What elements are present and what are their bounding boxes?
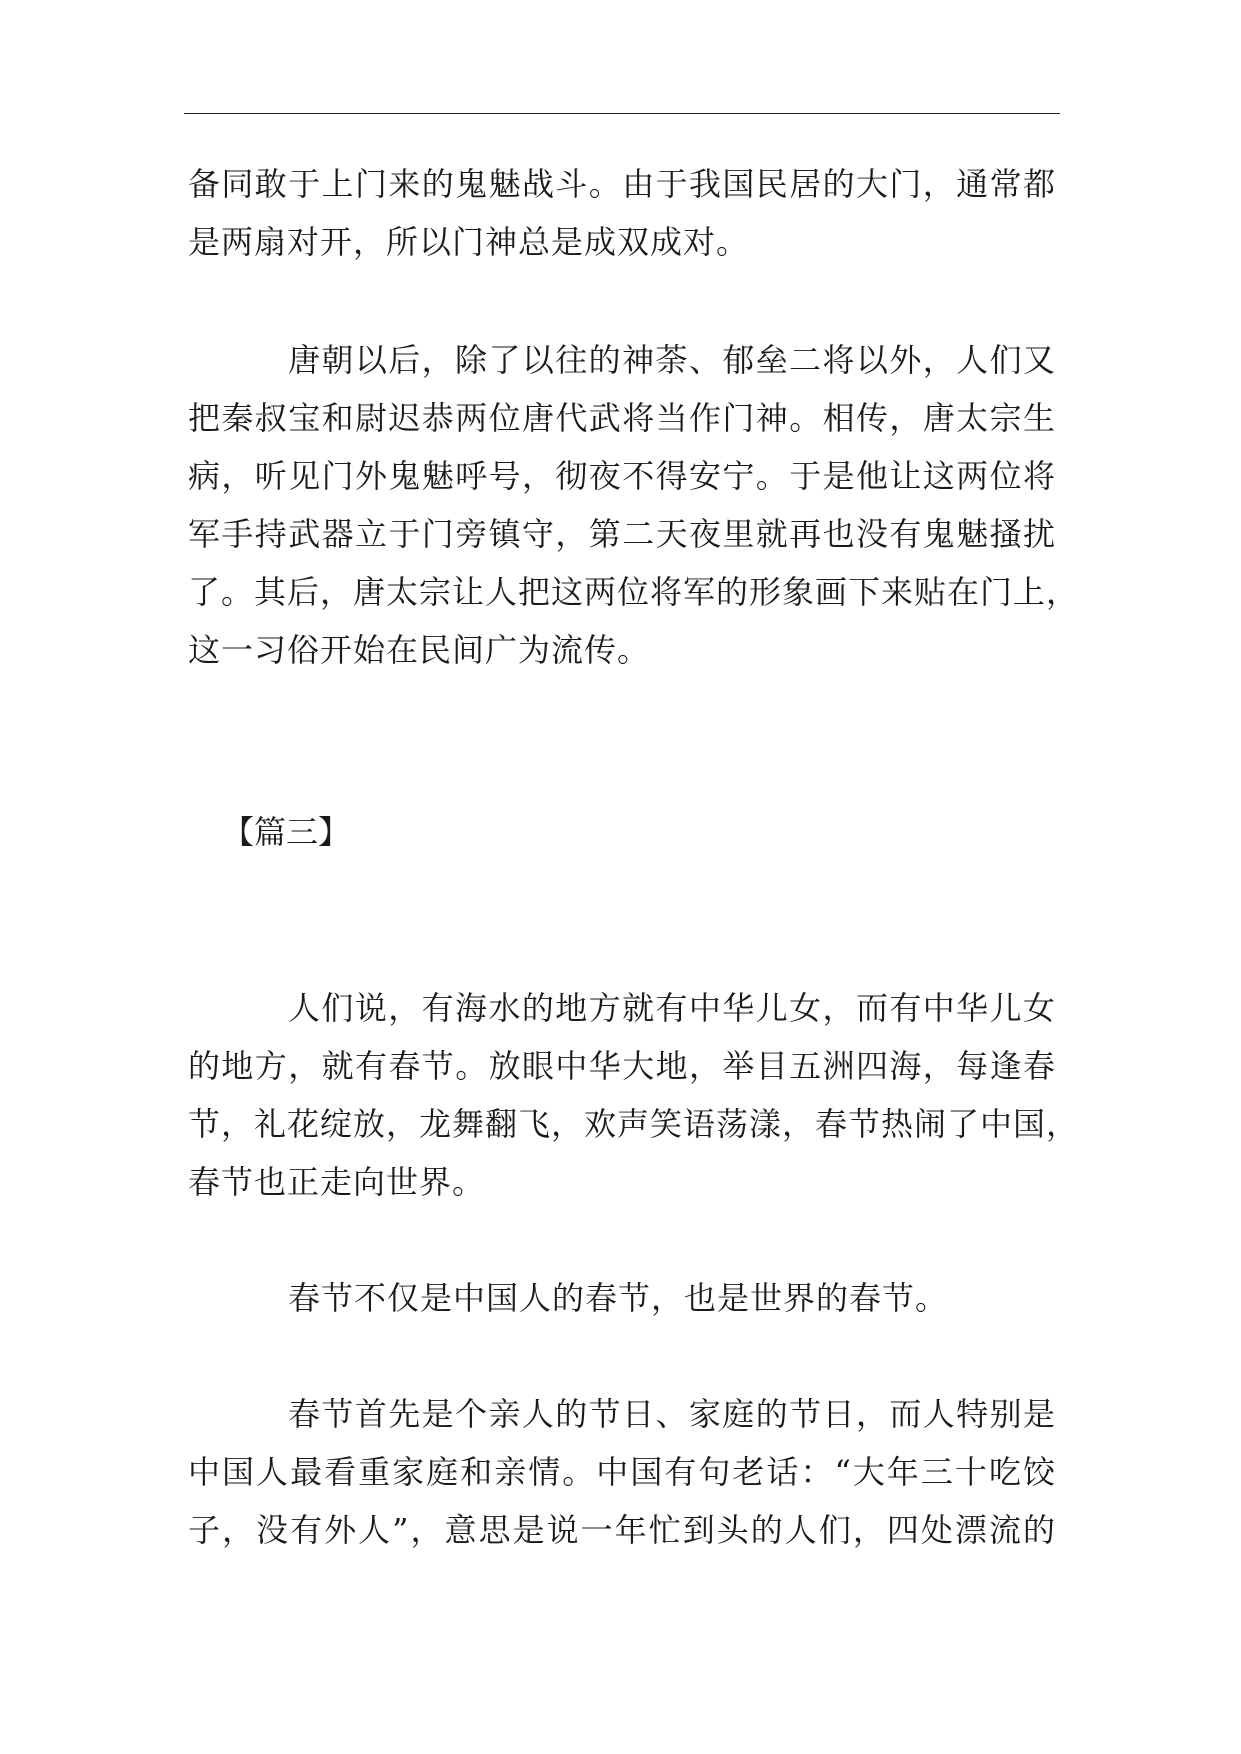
text-line: 子，没有外人”，意思是说一年忙到头的人们，四处漂流的: [188, 1511, 1056, 1549]
text-line: 春节也正走向世界。: [188, 1163, 486, 1201]
text-line: 是两扇对开，所以门神总是成双成对。: [188, 223, 750, 261]
text-line: 中国人最看重家庭和亲情。中国有句老话：“大年三十吃饺: [188, 1453, 1056, 1491]
section-heading: 【篇三】: [222, 813, 351, 851]
text-line: 唐朝以后，除了以往的神荼、郁垒二将以外，人们又: [288, 341, 1056, 379]
text-line: 备同敢于上门来的鬼魅战斗。由于我国民居的大门，通常都: [188, 165, 1056, 203]
text-line: 这一习俗开始在民间广为流传。: [188, 631, 651, 669]
text-line: 春节首先是个亲人的节日、家庭的节日，而人特别是: [288, 1395, 1056, 1433]
text-line: 军手持武器立于门旁镇守，第二天夜里就再也没有鬼魅搔扰: [188, 515, 1056, 553]
text-line: 春节不仅是中国人的春节，也是世界的春节。: [288, 1279, 949, 1317]
header-rule: [184, 113, 1060, 114]
text-line: 把秦叔宝和尉迟恭两位唐代武将当作门神。相传，唐太宗生: [188, 399, 1056, 437]
text-line: 了。其后，唐太宗让人把这两位将军的形象画下来贴在门上，: [188, 573, 1080, 611]
text-line: 病，听见门外鬼魅呼号，彻夜不得安宁。于是他让这两位将: [188, 457, 1056, 495]
text-line: 节，礼花绽放，龙舞翻飞，欢声笑语荡漾，春节热闹了中国，: [188, 1105, 1080, 1143]
text-line: 的地方，就有春节。放眼中华大地，举目五洲四海，每逢春: [188, 1047, 1056, 1085]
text-line: 人们说，有海水的地方就有中华儿女，而有中华儿女: [288, 989, 1056, 1027]
